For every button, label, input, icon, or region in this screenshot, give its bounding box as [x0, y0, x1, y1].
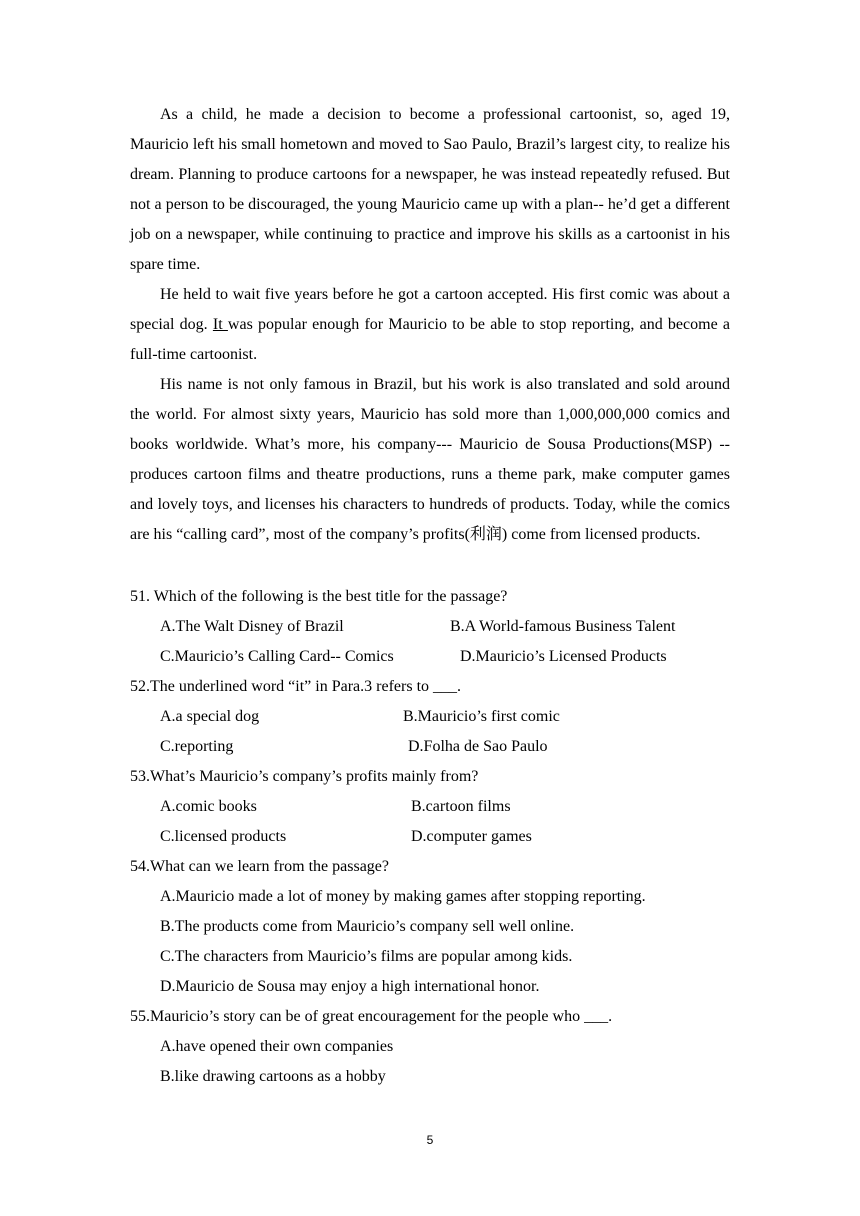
paragraph-2-text-before: He held to wait five years before he got a cartoon accepted. His first comic was about a special dog. [130, 286, 730, 333]
question-51-option-b: B.A World-famous Business Talent [450, 618, 676, 635]
question-53-stem: 53.What’s Mauricio’s company’s profits mainly from? [130, 768, 479, 785]
question-54-stem: 54.What can we learn from the passage? [130, 858, 389, 875]
question-53-option-c: C.licensed products [160, 828, 287, 845]
question-51-option-a: A.The Walt Disney of Brazil [160, 618, 344, 635]
question-55-option-b: B.like drawing cartoons as a hobby [160, 1068, 386, 1085]
question-52-stem: 52.The underlined word “it” in Para.3 refers to ___. [130, 678, 462, 695]
question-53-option-b: B.cartoon films [411, 798, 511, 815]
question-52-option-a: A.a special dog [160, 708, 260, 725]
question-52-option-c: C.reporting [160, 738, 234, 755]
question-52-option-d: D.Folha de Sao Paulo [408, 738, 548, 755]
question-51-stem: 51. Which of the following is the best title for the passage? [130, 588, 508, 605]
question-54-option-b: B.The products come from Mauricio’s company sell well online. [160, 918, 575, 935]
reading-passage [130, 100, 730, 550]
underlined-word-it: It [212, 316, 228, 333]
question-54-option-c: C.The characters from Mauricio’s films are popular among kids. [160, 948, 573, 965]
question-55-stem: 55.Mauricio’s story can be of great encouragement for the people who ___. [130, 1008, 613, 1025]
question-51-option-c: C.Mauricio’s Calling Card-- Comics [160, 648, 394, 665]
question-53-option-a: A.comic books [160, 798, 257, 815]
question-51-option-d: D.Mauricio’s Licensed Products [460, 648, 667, 665]
paragraph-1: As a child, he made a decision to become a professional cartoonist, so, aged 19, Mauricio left his small hometown and moved to Sao Paulo, Brazil’s largest city, to realize his dream. Planning to produce cartoons for a newspaper, he was instead repeatedly refused. But not a person to be discouraged, the young Mauricio came up with a plan-- he’d get a different job on a newspaper, while continuing to practice and improve his skills as a cartoonist in his spare time. [130, 106, 730, 273]
question-52-option-b: B.Mauricio’s first comic [403, 708, 560, 725]
question-53-option-d: D.computer games [411, 828, 532, 845]
question-54-option-d: D.Mauricio de Sousa may enjoy a high international honor. [160, 978, 540, 995]
question-55-option-a: A.have opened their own companies [160, 1038, 394, 1055]
paragraph-2-text-after: was popular enough for Mauricio to be able to stop reporting, and become a full-time cartoonist. [130, 316, 731, 363]
paragraph-3: His name is not only famous in Brazil, but his work is also translated and sold around the world. For almost sixty years, Mauricio has sold more than 1,000,000,000 comics and books worldwide. What’s more, his company--- Mauricio de Sousa Productions(MSP) --produces cartoon films and theatre productions, runs a theme park, make computer games and lovely toys, and licenses his characters to hundreds of products. Today, while the comics are his “calling card”, most of the company’s profits(利润) come from licensed products. [130, 376, 730, 543]
paragraph-2 [130, 280, 730, 370]
page-number: 5 [426, 1133, 434, 1147]
question-54-option-a: A.Mauricio made a lot of money by making games after stopping reporting. [160, 888, 646, 905]
